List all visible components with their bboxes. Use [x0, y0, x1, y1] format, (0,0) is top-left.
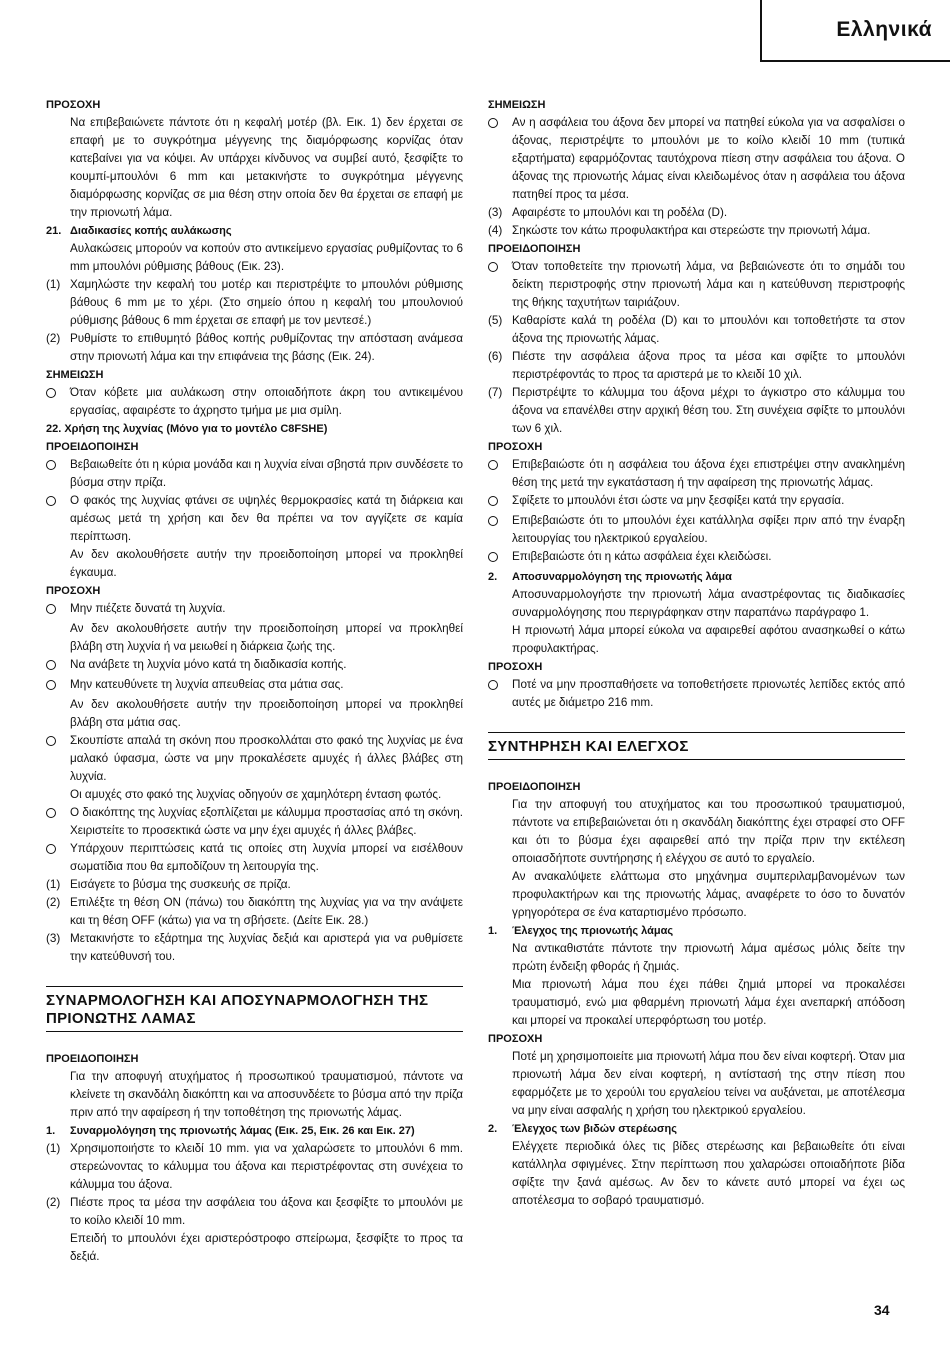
- circle-icon: [46, 496, 56, 506]
- heading-number: 2.: [488, 1123, 498, 1135]
- circle-icon: [488, 516, 498, 526]
- bullet-item: [46, 492, 463, 546]
- item-text: Περιστρέψτε το κάλυμμα του άξονα μέχρι το άγκιστρο στο κάλυμμα του άξονα να επανέλθει στην αρχική θέση του. Στη συνέχεια σφίξτε το μπουλόνι των 6 χιλ.: [512, 386, 905, 435]
- numbered-item: [46, 930, 463, 966]
- item-text: Ρυθμίστε το επιθυμητό βάθος κοπής ρυθμίζοντας την απόσταση ανάμεσα στην πριονωτή λάμα και την επιφάνεια της βάσης (Εικ. 24).: [70, 332, 463, 363]
- circle-bullet-icon: [46, 732, 70, 752]
- paragraph: Να επιβεβαιώνετε πάντοτε ότι η κεφαλή μοτέρ (βλ. Εικ. 1) δεν έρχεται σε επαφή με το συγκρότημα μέγγενης της διαμόρφωσης κορνίζας όταν κατεβαίνει για να κόψει. Αν υπάρχει κίνδυνος να συμβεί αυτό, ξεσφίξτε το κουμπί-μπουλόνι 6 mm και μετακινήστε το συγκρότημα μέγγενης διαμόρφωσης κορνίζας σε μια θέση στην οποία δεν θα έρχεται σε επαφή με την πριονωτή λάμα.: [70, 116, 463, 219]
- bullet-item: [46, 840, 463, 876]
- bullet-item: [46, 676, 463, 696]
- bullet-item: [46, 656, 463, 676]
- item-number: (3): [488, 206, 503, 219]
- item-number: (1): [46, 278, 61, 291]
- circle-bullet-icon: [488, 676, 512, 696]
- numbered-item: [46, 876, 463, 894]
- bullet-item: [488, 548, 905, 568]
- heading-text: Αποσυναρμολόγηση της πριονωτής λάμα: [512, 571, 732, 583]
- left-column: [46, 96, 463, 1266]
- item-number: (4): [488, 224, 503, 237]
- item-number: (6): [488, 350, 503, 363]
- circle-bullet-icon: [488, 512, 512, 532]
- circle-icon: [488, 460, 498, 470]
- circle-icon: [46, 844, 56, 854]
- item-text: Σφίξετε το μπουλόνι έτσι ώστε να μην ξεσφίξει κατά την εργασία.: [512, 494, 845, 507]
- right-column: [488, 96, 905, 1210]
- paragraph: Για την αποφυγή ατυχήματος ή προσωπικού τραυματισμού, πάντοτε να κλείνετε τη σκανδάλη διακόπτη και να αποσυνδέετε το βύσμα από την πρίζα πριν από την αφαίρεση ή την τοποθέτηση της πριονωτής λάμας.: [70, 1070, 463, 1119]
- circle-bullet-icon: [488, 258, 512, 278]
- item-number: (3): [46, 932, 61, 945]
- item-text: Πιέστε την ασφάλεια άξονα προς τα μέσα και σφίξτε το μπουλόνι περιστρέφοντάς το προς τα αριστερά με το κλειδί 10 χιλ.: [512, 350, 905, 381]
- section-title: ΣΥΝΑΡΜΟΛΟΓΗΣΗ ΚΑΙ ΑΠΟΣΥΝΑΡΜΟΛΟΓΗΣΗ ΤΗΣ ΠΡΙΟΝΩΤΗΣ ΛΑΜΑΣ: [46, 986, 463, 1032]
- section-heading: ΠΡΟΕΙΔΟΠΟΙΗΣΗ: [46, 441, 139, 453]
- language-label: Ελληνικά: [836, 18, 932, 41]
- bullet-item: [46, 384, 463, 420]
- item-text: Ο διακόπτης της λυχνίας εξοπλίζεται με κάλυμμα προστασίας από τη σκόνη. Χειριστείτε το προσεκτικά ώστε να μην έχει αμυχές ή άλλες βλάβες.: [70, 806, 463, 837]
- paragraph: Αν δεν ακολουθήσετε αυτήν την προειδοποίηση μπορεί να προκληθεί έγκαυμα.: [70, 548, 463, 579]
- circle-icon: [46, 604, 56, 614]
- circle-bullet-icon: [488, 548, 512, 568]
- bullet-item: [488, 676, 905, 712]
- item-text: Όταν κόβετε μια αυλάκωση στην οποιαδήποτε άκρη του αντικειμένου εργασίας, αφαιρέστε το άχρηστο τμήμα με μια σμίλη.: [70, 386, 463, 417]
- paragraph: Οι αμυχές στο φακό της λυχνίας οδηγούν σε χαμηλότερη ένταση φωτός.: [70, 788, 442, 801]
- item-number: (5): [488, 314, 503, 327]
- circle-bullet-icon: [488, 114, 512, 134]
- circle-icon: [488, 496, 498, 506]
- bullet-item: [46, 732, 463, 786]
- section-heading: ΠΡΟΣΟΧΗ: [46, 585, 101, 597]
- heading-number: 1.: [46, 1125, 56, 1137]
- bullet-item: [488, 512, 905, 548]
- bullet-item: [46, 456, 463, 492]
- circle-bullet-icon: [46, 676, 70, 696]
- paragraph: Αυλακώσεις μπορούν να κοπούν στο αντικείμενο εργασίας ρυθμίζοντας το 6 mm μπουλόνι ρύθμισης βάθους (Εικ. 23).: [70, 242, 463, 273]
- item-number: (2): [46, 1196, 61, 1209]
- item-text: Επιβεβαιώστε ότι το μπουλόνι έχει κατάλληλα σφίξει πριν από την έναρξη λειτουργίας του ηλεκτρικού εργαλείου.: [512, 514, 905, 545]
- circle-icon: [488, 262, 498, 272]
- paragraph: Να αντικαθιστάτε πάντοτε την πριονωτή λάμα αμέσως μόλις δείτε την πρώτη ένδειξη φθοράς ή ζημιάς.: [512, 942, 905, 973]
- paragraph: Αποσυναρμολογήστε την πριονωτή λάμα αναστρέφοντας τις διαδικασίες συναρμολόγησης που περιγράφηκαν στην παραπάνω παράγραφο 1.: [512, 588, 905, 619]
- item-text: Σηκώστε τον κάτω προφυλακτήρα και στερεώστε την πριονωτή λάμα.: [512, 224, 871, 237]
- item-text: Επιλέξτε τη θέση ON (πάνω) του διακόπτη της λυχνίας για να την ανάψετε και τη θέση OFF (κάτω) για να τη σβήσετε. (Δείτε Εικ. 28.): [70, 896, 463, 927]
- paragraph: Αν δεν ακολουθήσετε αυτήν την προειδοποίηση μπορεί να προκληθεί βλάβη στα μάτια σας.: [70, 698, 463, 729]
- circle-icon: [46, 660, 56, 670]
- item-number: (2): [46, 896, 61, 909]
- numbered-item: [46, 1194, 463, 1230]
- bullet-item: [488, 492, 905, 512]
- item-text: Μετακινήστε το εξάρτημα της λυχνίας δεξιά και αριστερά για να ρυθμίσετε την κατεύθυνσή του.: [70, 932, 463, 963]
- circle-bullet-icon: [46, 804, 70, 824]
- item-text: Μην κατευθύνετε τη λυχνία απευθείας στα μάτια σας.: [70, 678, 344, 691]
- numbered-item: [488, 348, 905, 384]
- section-heading: ΠΡΟΣΟΧΗ: [488, 661, 543, 673]
- item-text: Χαμηλώστε την κεφαλή του μοτέρ και περιστρέψτε το μπουλόνι ρύθμισης βάθους 6 mm με το χέρι. (Στο σημείο όπου η κεφαλή του μπουλονιού ρύθμισης βάθους 6 mm έρχεται σε επαφή με τον μεντεσέ.): [70, 278, 463, 327]
- item-text: Χρησιμοποιήστε το κλειδί 10 mm. για να χαλαρώσετε το μπουλόνι 6 mm. στερεώνοντας το κάλυμμα του άξονα και περιστρέφοντας στη συνέχεια το κάλυμμα του άξονα.: [70, 1142, 463, 1191]
- item-number: (1): [46, 1142, 61, 1155]
- heading-text: Συναρμολόγηση της πριονωτής λάμας (Εικ. 25, Εικ. 26 και Εικ. 27): [70, 1125, 415, 1137]
- numbered-item: [488, 204, 905, 222]
- section-heading: ΠΡΟΕΙΔΟΠΟΙΗΣΗ: [46, 1053, 139, 1065]
- section-heading: ΠΡΟΕΙΔΟΠΟΙΗΣΗ: [488, 243, 581, 255]
- circle-icon: [488, 118, 498, 128]
- circle-icon: [46, 460, 56, 470]
- circle-icon: [46, 680, 56, 690]
- heading-text: Διαδικασίες κοπής αυλάκωσης: [70, 225, 232, 237]
- heading-number: 1.: [488, 925, 498, 937]
- section-heading: ΠΡΟΕΙΔΟΠΟΙΗΣΗ: [488, 781, 581, 793]
- section-heading: ΣΗΜΕΙΩΣΗ: [46, 369, 104, 381]
- circle-icon: [46, 808, 56, 818]
- paragraph: Αν δεν ακολουθήσετε αυτήν την προειδοποίηση μπορεί να προκληθεί βλάβη στη λυχνία ή να μειωθεί η διάρκεια ζωής της.: [70, 622, 463, 653]
- numbered-item: [488, 312, 905, 348]
- item-text: Βεβαιωθείτε ότι η κύρια μονάδα και η λυχνία είναι σβηστά πριν συνδέσετε το βύσμα στην πρίζα.: [70, 458, 463, 489]
- page-number: 34: [874, 1302, 890, 1318]
- language-tab: [760, 0, 950, 62]
- item-text: Εισάγετε το βύσμα της συσκευής σε πρίζα.: [70, 878, 291, 891]
- bullet-item: [488, 258, 905, 312]
- item-text: Πιέστε προς τα μέσα την ασφάλεια του άξονα και ξεσφίξτε το μπουλόνι με το κοίλο κλειδί 10 mm.: [70, 1196, 463, 1227]
- section-title: ΣΥΝΤΗΡΗΣΗ ΚΑΙ ΕΛΕΓΧΟΣ: [488, 732, 905, 760]
- item-text: Υπάρχουν περιπτώσεις κατά τις οποίες στη λυχνία μπορεί να εισέλθουν σωματίδια που θα εμποδίζουν τη λειτουργία της.: [70, 842, 463, 873]
- item-number: (1): [46, 878, 61, 891]
- paragraph: Για την αποφυγή του ατυχήματος και του προσωπικού τραυματισμού, πάντοτε να επιβεβαιώνεται ότι η σκανδάλη διακόπτης έχει στραφεί στο OFF και ότι το βύσμα έχει αφαιρεθεί από την πρίζα πριν την εκτέλεση οποιασδήποτε συντήρησης ή ελέγχου σε αυτό το εργαλείο.: [512, 798, 905, 865]
- item-text: Επιβεβαιώστε ότι η κάτω ασφάλεια έχει κλειδώσει.: [512, 550, 772, 563]
- section-heading: [46, 222, 463, 240]
- section-heading: [46, 1122, 463, 1140]
- item-text: Αν η ασφάλεια του άξονα δεν μπορεί να πατηθεί εύκολα για να ασφαλίσει ο άξονας, περιστρέψτε το μπουλόνι με το κοίλο κλειδί 10 mm (τυπικά εξαρτήματα) εφαρμόζοντας ταυτόχρονα πίεση στην ασφάλεια του άξονα. Ο άξονας της πριονωτής λάμας είναι κλειδωμένος όταν η ασφάλεια του άξονα πατηθεί προς τα μέσα.: [512, 116, 905, 201]
- item-text: Καθαρίστε καλά τη ροδέλα (D) και το μπουλόνι και τοποθετήστε τα στον άξονα της πριονωτής λάμας.: [512, 314, 905, 345]
- item-text: Σκουπίστε απαλά τη σκόνη που προσκολλάται στο φακό της λυχνίας με ένα μαλακό ύφασμα, ώστε να μην προκαλέσετε αμυχές ή άλλες βλάβες στη λυχνία.: [70, 734, 463, 783]
- numbered-item: [46, 330, 463, 366]
- heading-text: Έλεγχος της πριονωτής λάμας: [512, 925, 674, 937]
- paragraph: Αν ανακαλύψετε ελάττωμα στο μηχάνημα συμπεριλαμβανομένων των προφυλακτήρων και της πριονωτής λάμας, αναφέρετε το όσο το δυνατόν γρηγορότερα σε ένα καταρτισμένο πρόσωπο.: [512, 870, 905, 919]
- circle-bullet-icon: [46, 656, 70, 676]
- paragraph: Ελέγχετε περιοδικά όλες τις βίδες στερέωσης και βεβαιωθείτε ότι είναι κατάλληλα σφιγμένες. Στην περίπτωση που χαλαρώσει οποιαδήποτε βίδα σφίξτε την ξανά αμέσως. Αν δεν το κάνετε αυτό μπορεί να έχει ως αποτέλεσμα το σοβαρό τραυματισμό.: [512, 1140, 905, 1207]
- section-heading: [488, 568, 905, 586]
- item-text: Ποτέ να μην προσπαθήσετε να τοποθετήσετε πριονωτές λεπίδες εκτός από αυτές με διάμετρο 216 mm.: [512, 678, 905, 709]
- numbered-item: [488, 384, 905, 438]
- circle-bullet-icon: [488, 456, 512, 476]
- section-heading: [488, 1120, 905, 1138]
- paragraph: Επειδή το μπουλόνι έχει αριστερόστροφο σπείρωμα, ξεσφίξτε το προς τα δεξιά.: [70, 1232, 463, 1263]
- item-number: (2): [46, 332, 61, 345]
- circle-icon: [488, 552, 498, 562]
- heading-number: 21.: [46, 225, 62, 237]
- numbered-item: [46, 276, 463, 330]
- heading-text: Έλεγχος των βιδών στερέωσης: [512, 1123, 677, 1135]
- item-text: Να ανάβετε τη λυχνία μόνο κατά τη διαδικασία κοπής.: [70, 658, 347, 671]
- paragraph: Μια πριονωτή λάμα που έχει πάθει ζημιά μπορεί να προκαλέσει τραυματισμό, ενώ μια φθαρμένη πριονωτή λάμα έχει ανεπαρκή απόδοση και μπορεί να προκαλεί υπερφόρτωση του μοτέρ.: [512, 978, 905, 1027]
- section-heading: ΠΡΟΣΟΧΗ: [46, 99, 101, 111]
- item-text: Όταν τοποθετείτε την πριονωτή λάμα, να βεβαιώνεστε ότι το σημάδι του δείκτη περιστροφής στην πριονωτή λάμα και η κατεύθυνση περιστροφής της θήκης ταχυτήτων ταιριάζουν.: [512, 260, 905, 309]
- bullet-item: [46, 804, 463, 840]
- circle-icon: [46, 736, 56, 746]
- item-text: Αφαιρέστε το μπουλόνι και τη ροδέλα (D).: [512, 206, 728, 219]
- bullet-item: [46, 600, 463, 620]
- numbered-item: [46, 894, 463, 930]
- circle-icon: [488, 680, 498, 690]
- section-heading: ΣΗΜΕΙΩΣΗ: [488, 99, 546, 111]
- circle-bullet-icon: [46, 456, 70, 476]
- item-text: Ο φακός της λυχνίας φτάνει σε υψηλές θερμοκρασίες κατά τη διάρκεια και αμέσως μετά τη χρήση και δεν θα πρέπει να τον αγγίζετε σε καμία περίπτωση.: [70, 494, 463, 543]
- section-heading: 22. Χρήση της λυχνίας (Μόνο για το μοντέλο C8FSHE): [46, 423, 328, 435]
- section-heading: ΠΡΟΣΟΧΗ: [488, 1033, 543, 1045]
- item-number: (7): [488, 386, 503, 399]
- paragraph: Η πριονωτή λάμα μπορεί εύκολα να αφαιρεθεί αφότου ανασηκωθεί ο κάτω προφυλακτήρας.: [512, 624, 905, 655]
- circle-bullet-icon: [46, 840, 70, 860]
- paragraph: Ποτέ μη χρησιμοποιείτε μια πριονωτή λάμα που δεν είναι κοφτερή. Όταν μια πριονωτή λάμα δεν είναι κοφτερή, η αντίστασή της στην πίεση που εφαρμόζετε με το χερούλι του εργαλείου τείνει να αυξάνεται, με αποτέλεσμα να μην είναι ασφαλής η χρήση του ηλεκτρικού εργαλείου.: [512, 1050, 905, 1117]
- item-text: Μην πιέζετε δυνατά τη λυχνία.: [70, 602, 226, 615]
- bullet-item: [488, 456, 905, 492]
- numbered-item: [488, 222, 905, 240]
- bullet-item: [488, 114, 905, 204]
- section-heading: [488, 922, 905, 940]
- circle-bullet-icon: [488, 492, 512, 512]
- circle-bullet-icon: [46, 600, 70, 620]
- heading-number: 2.: [488, 571, 498, 583]
- circle-icon: [46, 388, 56, 398]
- circle-bullet-icon: [46, 492, 70, 512]
- item-text: Επιβεβαιώστε ότι η ασφάλεια του άξονα έχει επιστρέψει στην ανακλημένη θέση της μετά την εγκατάσταση ή την αφαίρεση της πριονωτής λάμας.: [512, 458, 905, 489]
- circle-bullet-icon: [46, 384, 70, 404]
- section-heading: ΠΡΟΣΟΧΗ: [488, 441, 543, 453]
- numbered-item: [46, 1140, 463, 1194]
